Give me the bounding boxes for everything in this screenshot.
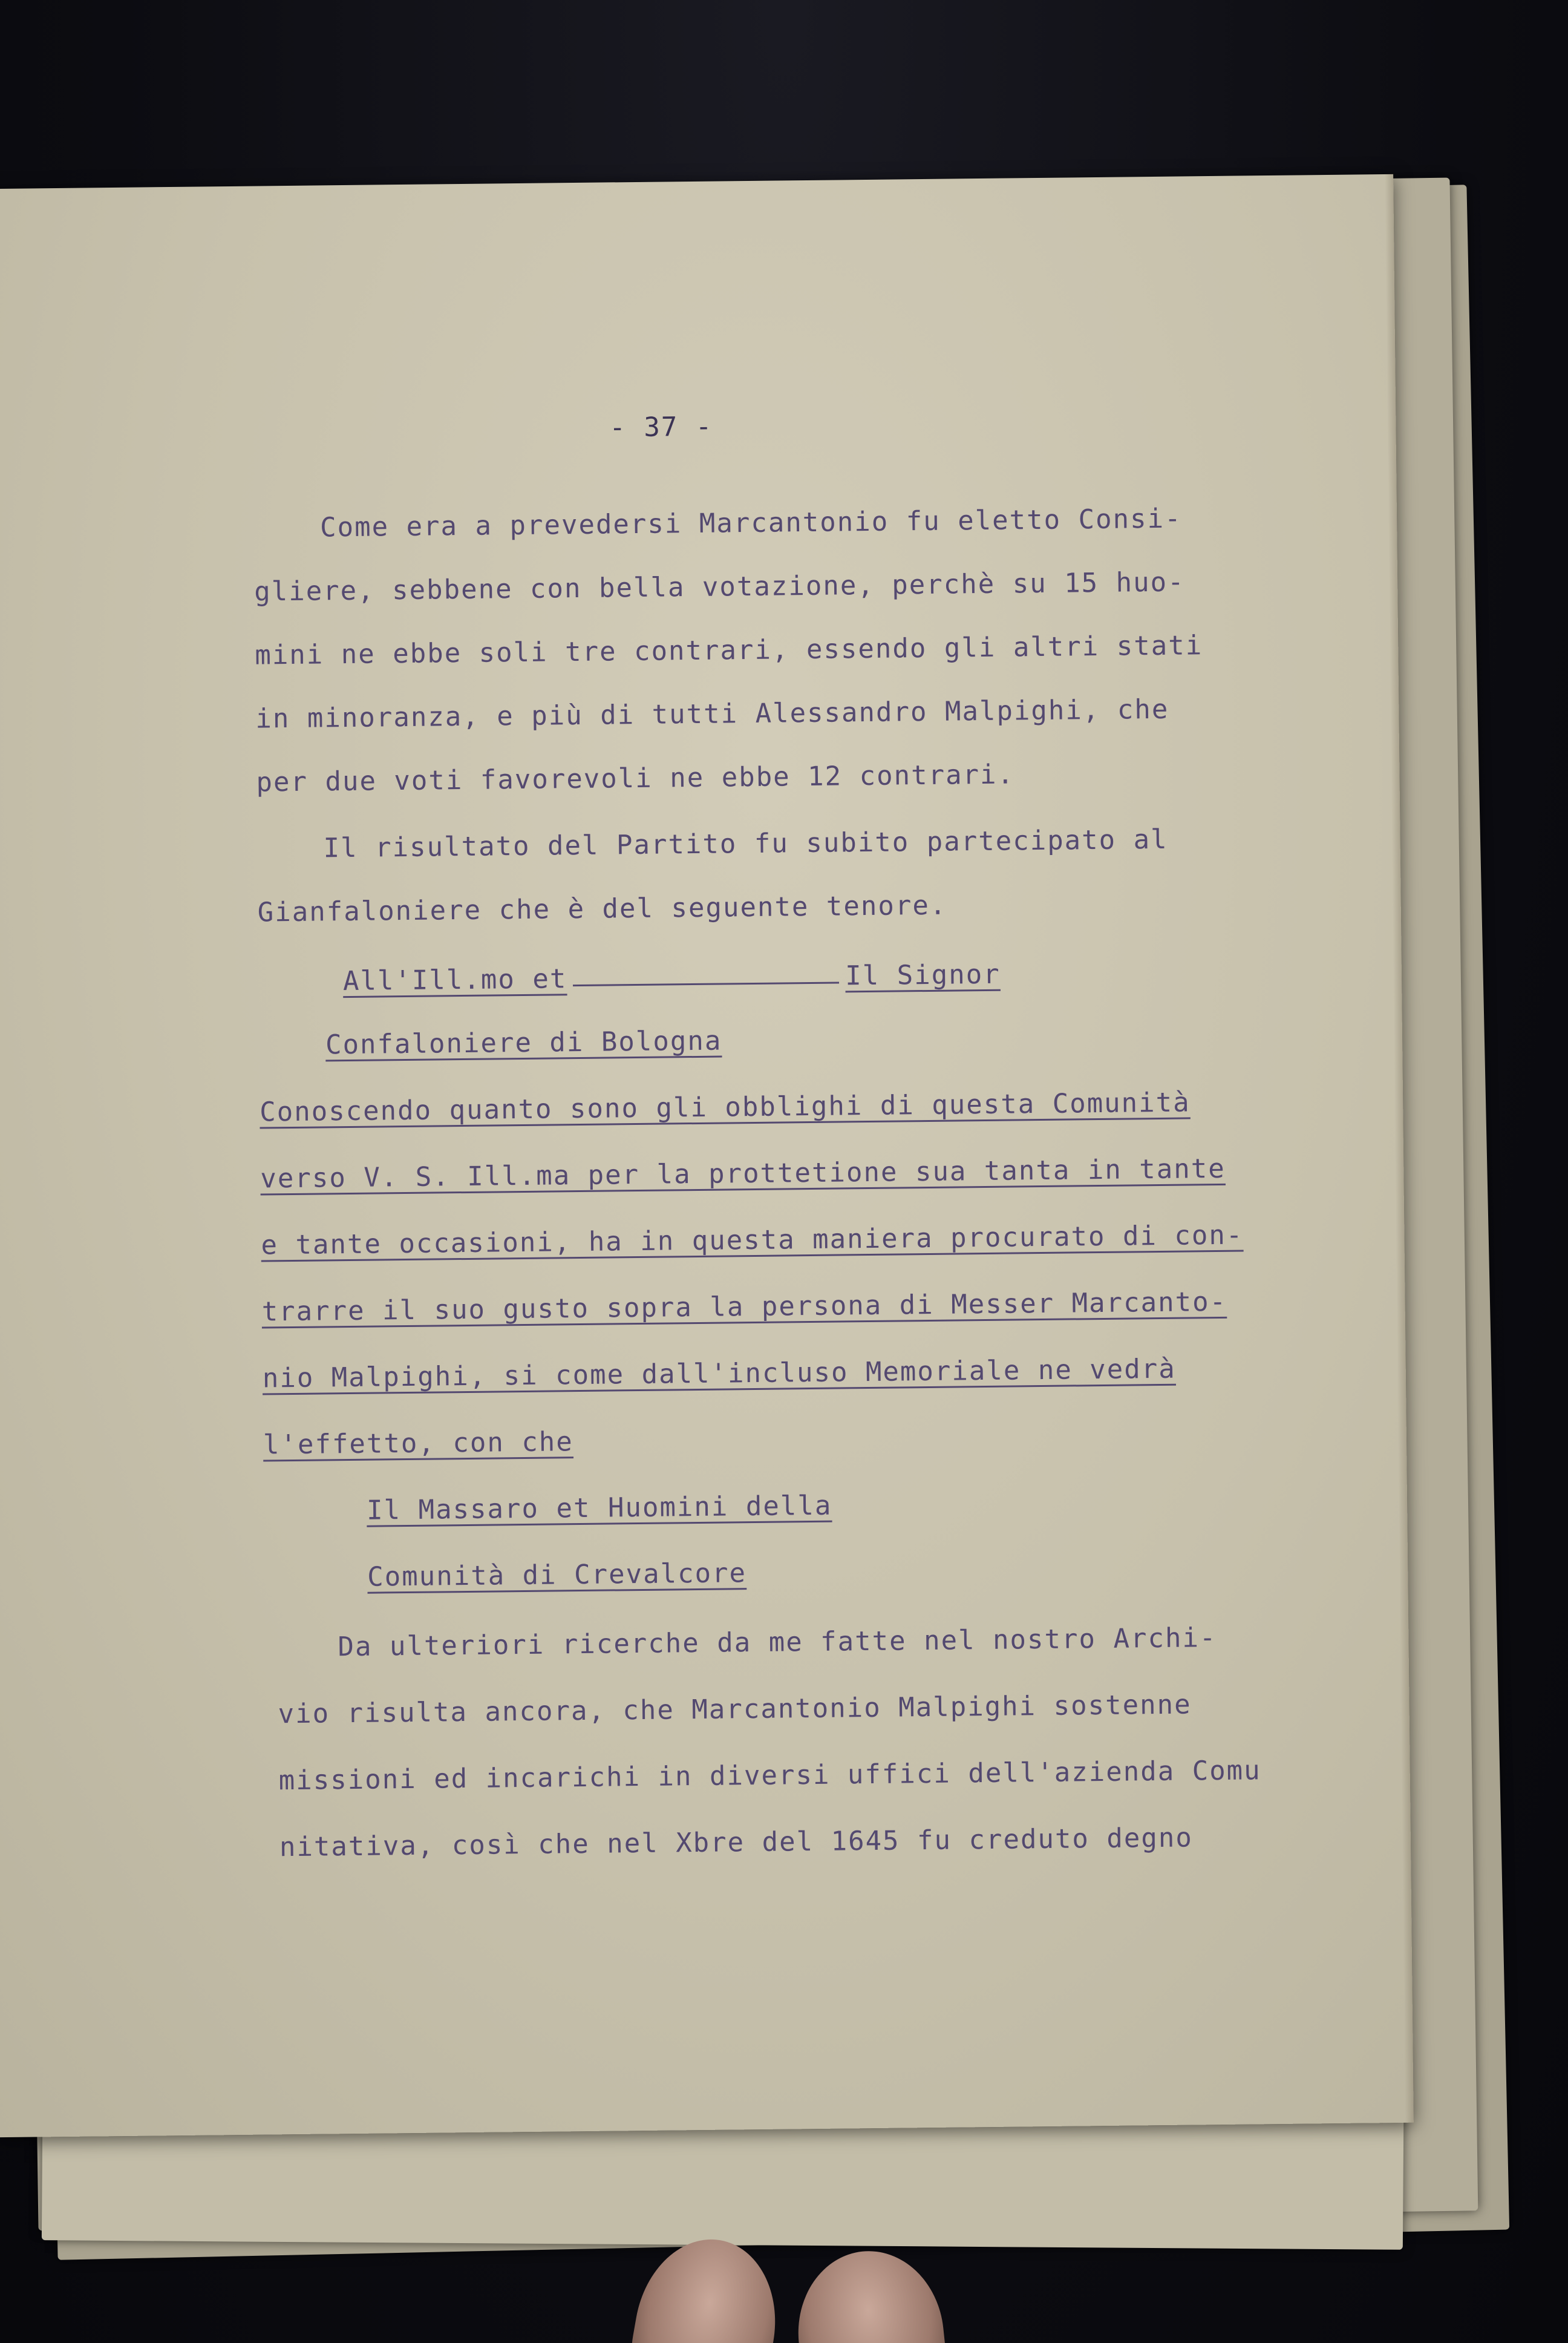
letter-signature: Il Massaro et Huomini della <box>366 1490 832 1526</box>
page-number: - 37 - <box>609 411 713 444</box>
text-line: Gianfaloniere che è del seguente tenore. <box>257 890 947 928</box>
letter-line: verso V. S. Ill.ma per la prottetione sua tanta in tante <box>260 1153 1226 1194</box>
letter-line: nio Malpighi, si come dall'incluso Memoriale ne vedrà <box>262 1353 1176 1394</box>
text-line: nitativa, così che nel Xbre del 1645 fu creduto degno <box>279 1822 1194 1863</box>
letter-recipient: Confaloniere di Bologna <box>325 1025 722 1061</box>
letter-line: Conoscendo quanto sono gli obblighi di questa Comunità <box>259 1087 1191 1128</box>
text-line: per due voti favorevoli ne ebbe 12 contrari. <box>256 759 1015 798</box>
letter-line: trarre il suo gusto sopra la persona di Messer Marcanto- <box>261 1286 1227 1328</box>
text-line: Da ulteriori ricerche da me fatte nel nostro Archi- <box>338 1622 1217 1663</box>
text-line: mini ne ebbe soli tre contrari, essendo gli altri stati <box>255 630 1203 671</box>
letter-signature: Comunità di Crevalcore <box>367 1558 747 1593</box>
finger <box>790 2244 952 2343</box>
typewritten-page <box>0 174 1414 2137</box>
letter-address <box>343 959 1001 997</box>
blank-rule <box>573 981 839 986</box>
text-line: in minoranza, e più di tutti Alessandro Malpighi, che <box>255 693 1169 735</box>
address-line: Il Signor <box>845 958 1001 992</box>
letter-line: l'effetto, con che <box>263 1426 574 1461</box>
page-text <box>0 174 1414 2137</box>
text-line: Il risultato del Partito fu subito partecipato al <box>323 824 1168 864</box>
text-line: vio risulta ancora, che Marcantonio Malpighi sostenne <box>278 1689 1192 1730</box>
text-line: gliere, sebbene con bella votazione, perchè su 15 huo- <box>253 566 1185 608</box>
text-line: missioni ed incarichi in diversi uffici dell'azienda Comu <box>278 1755 1261 1797</box>
letter-line: e tante occasioni, ha in questa maniera procurato di con- <box>261 1219 1244 1261</box>
text-line: Come era a prevedersi Marcantonio fu eletto Consi- <box>319 503 1182 543</box>
address-line: All'Ill.mo et <box>342 963 567 997</box>
